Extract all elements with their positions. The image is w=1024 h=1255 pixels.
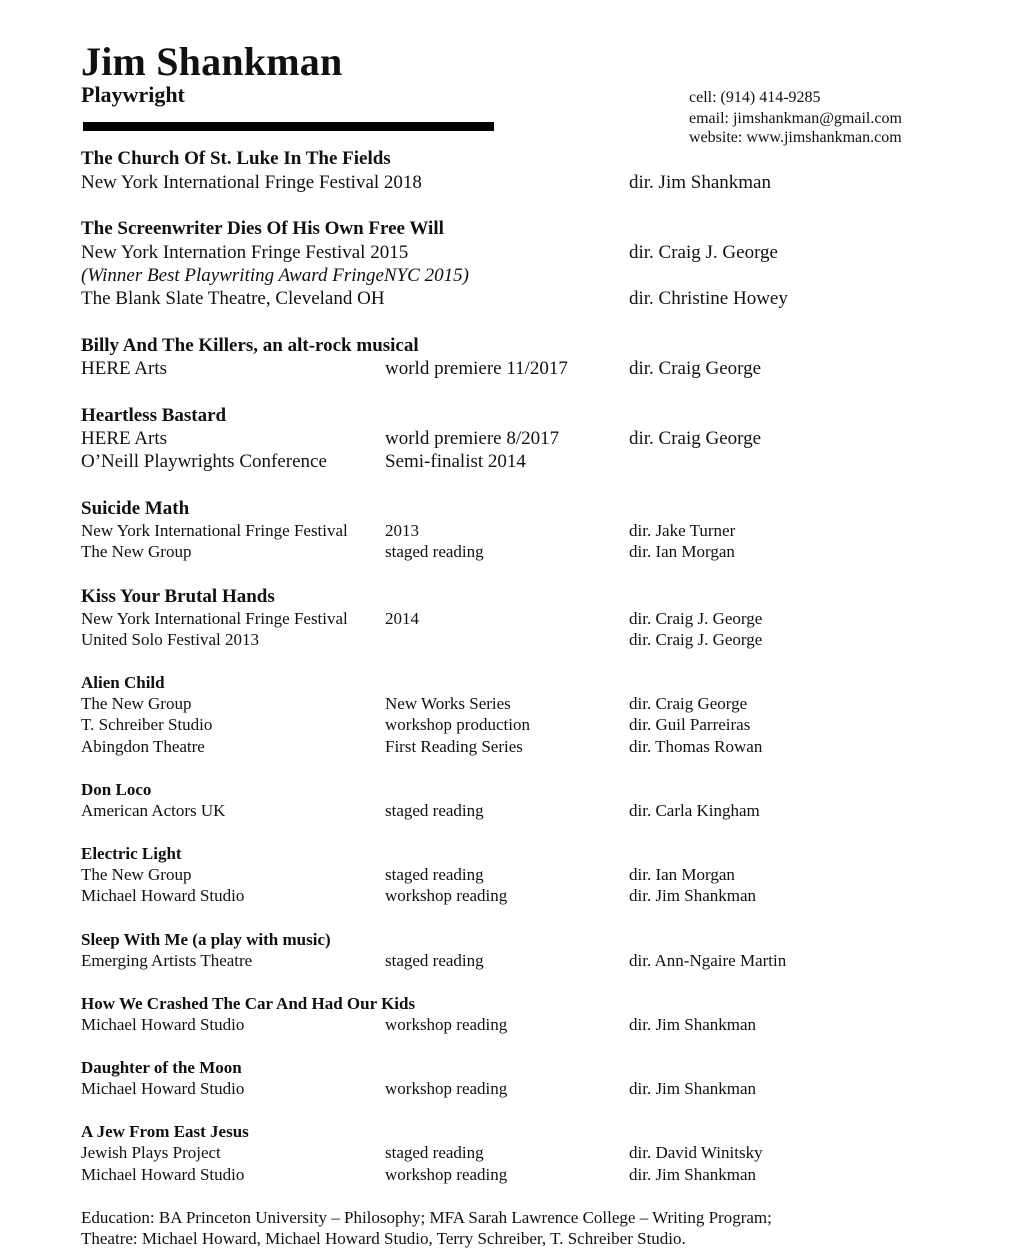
header-divider	[83, 122, 494, 131]
theatre-training-line: Theatre: Michael Howard, Michael Howard Studio, Terry Schreiber, T. Schreiber Studio.	[81, 1229, 686, 1248]
play-director: dir. Ian Morgan	[629, 542, 735, 561]
play-detail: staged reading	[385, 865, 484, 884]
contact-website: website: www.jimshankman.com	[689, 129, 902, 146]
play-detail: Semi-finalist 2014	[385, 451, 526, 472]
play-venue: The New Group	[81, 542, 192, 561]
play-director: dir. Craig George	[629, 358, 762, 379]
play-detail: staged reading	[385, 801, 484, 820]
play-director: dir. Craig J. George	[629, 609, 763, 628]
play-venue: Jewish Plays Project	[81, 1143, 221, 1162]
play-title: Alien Child	[81, 673, 165, 692]
play-director: dir. Ian Morgan	[629, 865, 735, 884]
play-title: Kiss Your Brutal Hands	[81, 586, 275, 607]
resume-role: Playwright	[81, 82, 185, 107]
play-title: Billy And The Killers, an alt-rock musical	[81, 335, 419, 356]
education-line: Education: BA Princeton University – Philosophy; MFA Sarah Lawrence College – Writing Program;	[81, 1208, 772, 1227]
play-detail: 2013	[385, 521, 419, 540]
play-detail: workshop reading	[385, 1165, 508, 1184]
play-venue: HERE Arts	[81, 358, 168, 379]
play-venue: Michael Howard Studio	[81, 1165, 245, 1184]
play-detail: workshop reading	[385, 1015, 508, 1034]
play-detail: world premiere 8/2017	[385, 428, 560, 449]
play-director: dir. Carla Kingham	[629, 801, 760, 820]
play-director: dir. Jim Shankman	[629, 1079, 757, 1098]
play-venue: The Blank Slate Theatre, Cleveland OH	[81, 288, 385, 309]
contact-cell: cell: (914) 414-9285	[689, 89, 821, 106]
play-venue: HERE Arts	[81, 428, 168, 449]
resume-name: Jim Shankman	[81, 39, 343, 84]
award-note: (Winner Best Playwriting Award FringeNYC 2015)	[81, 265, 469, 286]
play-detail: staged reading	[385, 951, 484, 970]
play-venue: Emerging Artists Theatre	[81, 951, 253, 970]
play-detail: 2014	[385, 609, 419, 628]
play-venue: American Actors UK	[81, 801, 226, 820]
play-title: Suicide Math	[81, 498, 190, 519]
play-title: Daughter of the Moon	[81, 1058, 242, 1077]
contact-email: email: jimshankman@gmail.com	[689, 110, 902, 127]
play-title: How We Crashed The Car And Had Our Kids	[81, 994, 416, 1013]
play-director: dir. Jim Shankman	[629, 1015, 757, 1034]
play-director: dir. Christine Howey	[629, 288, 788, 309]
play-venue: New York Internation Fringe Festival 2015	[81, 242, 409, 263]
play-venue: O’Neill Playwrights Conference	[81, 451, 327, 472]
play-detail: world premiere 11/2017	[385, 358, 568, 379]
play-venue: Abingdon Theatre	[81, 737, 205, 756]
play-venue: United Solo Festival 2013	[81, 630, 260, 649]
play-detail: workshop reading	[385, 886, 508, 905]
play-venue: Michael Howard Studio	[81, 886, 245, 905]
play-director: dir. Jim Shankman	[629, 886, 757, 905]
play-title: Electric Light	[81, 844, 182, 863]
play-venue: New York International Fringe Festival	[81, 521, 348, 540]
play-title: The Screenwriter Dies Of His Own Free Will	[81, 218, 444, 239]
play-title: Sleep With Me (a play with music)	[81, 930, 331, 949]
play-venue: New York International Fringe Festival	[81, 609, 348, 628]
play-director: dir. Craig J. George	[629, 630, 763, 649]
play-detail: workshop production	[385, 715, 530, 734]
play-director: dir. Jim Shankman	[629, 1165, 757, 1184]
play-director: dir. Jake Turner	[629, 521, 736, 540]
play-title: Heartless Bastard	[81, 405, 227, 426]
play-detail: workshop reading	[385, 1079, 508, 1098]
play-detail: staged reading	[385, 542, 484, 561]
play-title: The Church Of St. Luke In The Fields	[81, 148, 391, 169]
play-director: dir. Guil Parreiras	[629, 715, 751, 734]
play-director: dir. Jim Shankman	[629, 172, 771, 193]
play-detail: New Works Series	[385, 694, 511, 713]
play-venue: Michael Howard Studio	[81, 1079, 245, 1098]
play-director: dir. Thomas Rowan	[629, 737, 763, 756]
play-venue: The New Group	[81, 865, 192, 884]
play-director: dir. Craig George	[629, 694, 748, 713]
play-director: dir. Craig George	[629, 428, 762, 449]
play-detail: staged reading	[385, 1143, 484, 1162]
play-venue: The New Group	[81, 694, 192, 713]
play-detail: First Reading Series	[385, 737, 523, 756]
play-venue: New York International Fringe Festival 2018	[81, 172, 422, 193]
play-director: dir. David Winitsky	[629, 1143, 763, 1162]
play-director: dir. Ann-Ngaire Martin	[629, 951, 787, 970]
play-title: Don Loco	[81, 780, 152, 799]
play-director: dir. Craig J. George	[629, 242, 778, 263]
play-title: A Jew From East Jesus	[81, 1122, 249, 1141]
play-venue: T. Schreiber Studio	[81, 715, 213, 734]
play-venue: Michael Howard Studio	[81, 1015, 245, 1034]
